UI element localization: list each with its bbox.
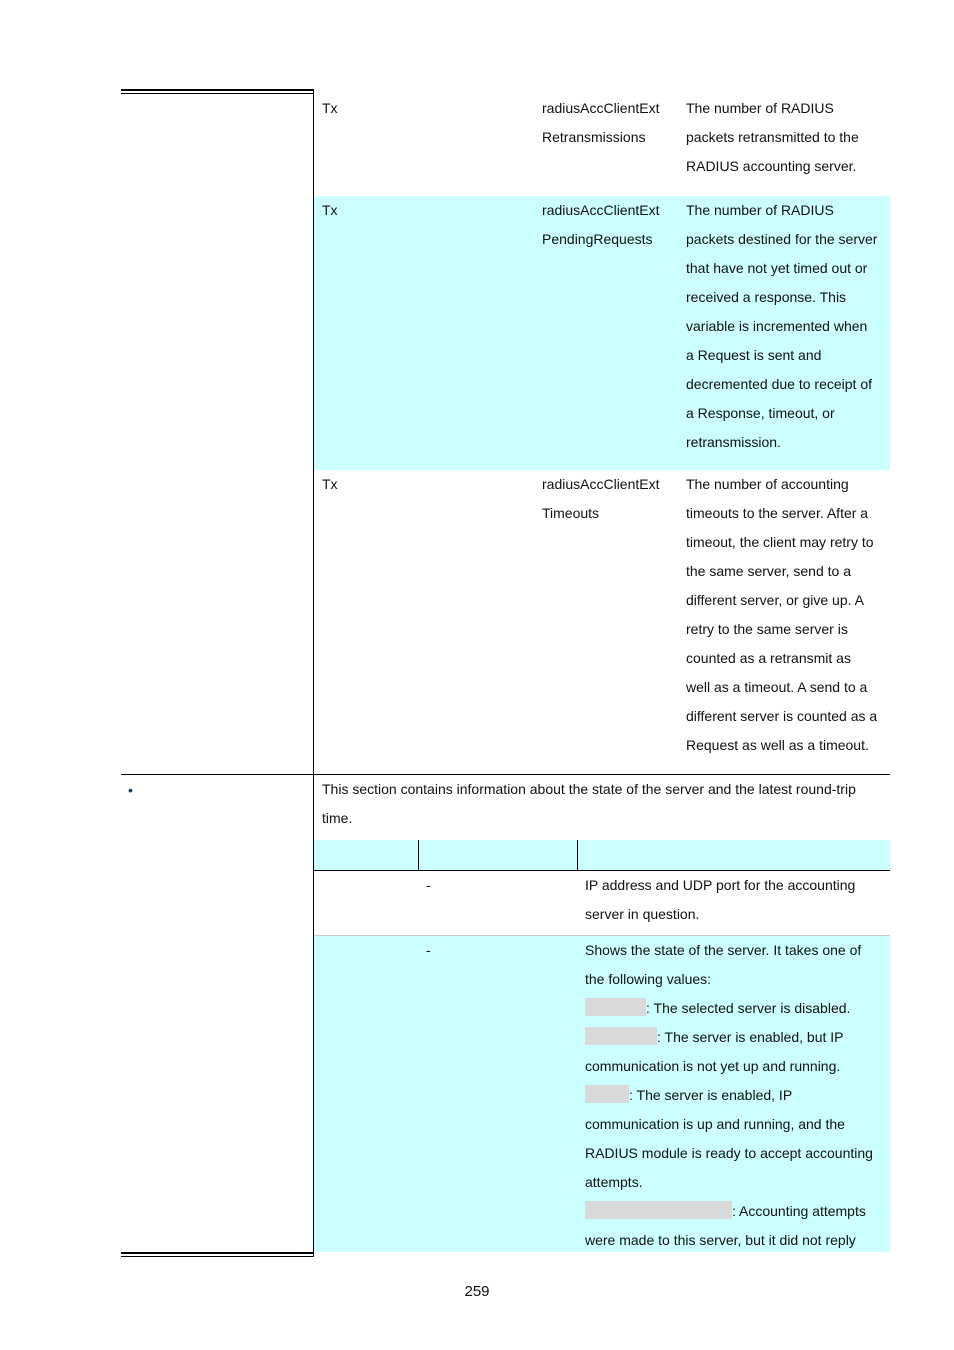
table-row xyxy=(314,871,890,935)
direction-cell: Tx xyxy=(322,202,338,218)
subtable-header-divider xyxy=(577,840,578,870)
table-bottom-rule xyxy=(121,1252,314,1254)
table-row xyxy=(314,94,890,196)
table-row xyxy=(314,196,890,470)
table-bottom-rule-inner xyxy=(121,1256,314,1257)
table-top-rule xyxy=(121,89,314,91)
table-row xyxy=(314,470,890,774)
subtable-header-divider xyxy=(418,840,419,870)
subtable-header xyxy=(314,840,890,870)
page-number: 259 xyxy=(464,1283,490,1300)
dash-cell: - xyxy=(426,877,431,893)
mib-name-cell: radiusAccClientExt PendingRequests xyxy=(542,202,660,247)
state-name-highlight xyxy=(585,1085,629,1103)
section-bullet: • xyxy=(128,782,133,798)
section-intro: This section contains information about the state of the server and the latest round-trip time. xyxy=(322,781,856,826)
table-top-rule-inner xyxy=(121,93,314,94)
state-item: : The server is enabled, IP xyxy=(585,1081,873,1110)
mib-name-cell: radiusAccClientExt Timeouts xyxy=(542,476,660,521)
direction-cell: Tx xyxy=(322,476,338,492)
state-item: : The selected server is disabled. xyxy=(585,994,873,1023)
state-item: : The server is enabled, but IP xyxy=(585,1023,873,1052)
state-name-highlight xyxy=(585,1201,732,1219)
state-name-highlight xyxy=(585,998,646,1016)
description-cell: The number of accounting timeouts to the server. After a timeout, the client may retry to the same server, send to a different server, or give up. A retry to the same server is counted as a retransmit as well as a timeout. A send to a different server is counted as a Request as well as a timeout. xyxy=(686,476,878,753)
mib-name-cell: radiusAccClientExt Retransmissions xyxy=(542,100,660,145)
description-cell: The number of RADIUS packets retransmitted to the RADIUS accounting server. xyxy=(686,100,859,174)
description-cell: IP address and UDP port for the accounting server in question. xyxy=(585,877,856,922)
description-cell: Shows the state of the server. It takes one of the following values: : The selected server is disabled. : The server is enabled, but IP communication is not yet up and running. : The server is enabled, IP communication is up and running, and the RADIUS module is ready to accept accounting attempts. : Accounting attempts were made to this server, but it did not reply xyxy=(585,942,873,1248)
dash-cell: - xyxy=(426,942,431,958)
description-cell: The number of RADIUS packets destined for the server that have not yet timed out or received a response. This variable is incremented when a Request is sent and decremented due to receipt of a Response, timeout, or retransmission. xyxy=(686,202,878,450)
state-name-highlight xyxy=(585,1027,657,1045)
state-item: : Accounting attempts xyxy=(585,1197,873,1226)
direction-cell: Tx xyxy=(322,100,338,116)
table-row xyxy=(314,936,890,1252)
